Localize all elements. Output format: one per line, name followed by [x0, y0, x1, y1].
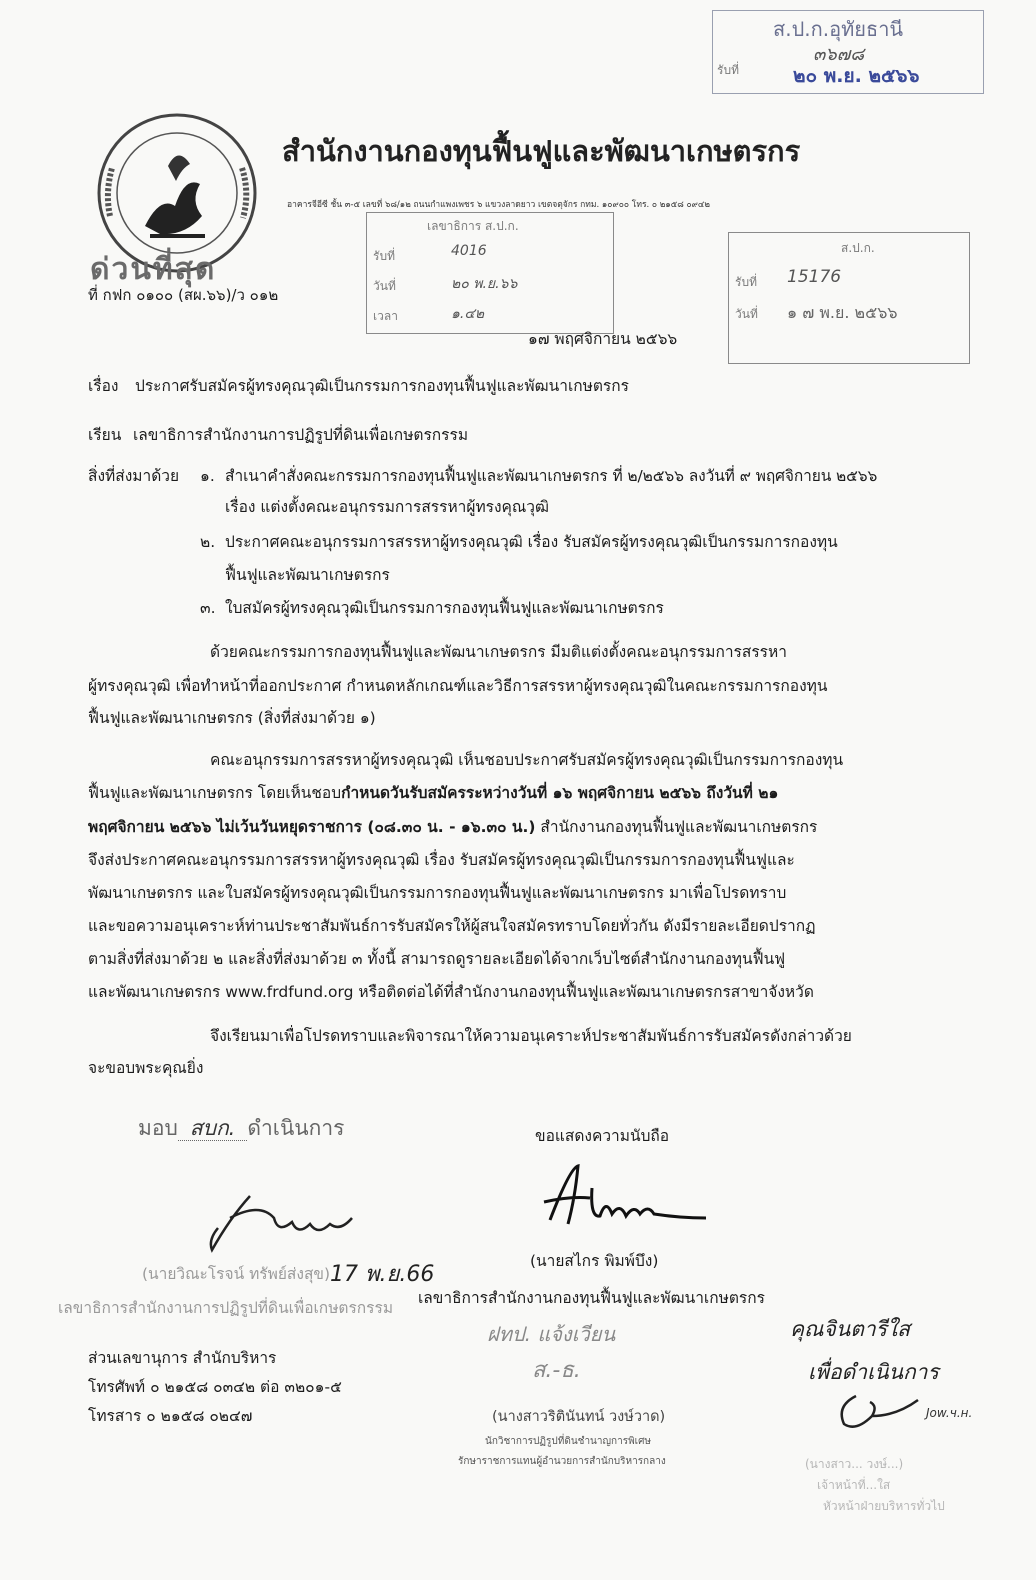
handwritten-note: คุณจินตารีใส [790, 1317, 910, 1341]
contact-fax: โทรสาร ๐ ๒๑๕๘ ๐๒๔๗ [88, 1407, 253, 1425]
stamp-receive-label: รับที่ [735, 275, 757, 289]
body-paragraph-2-line [88, 782, 778, 804]
enclosure-num: ๑. [200, 467, 215, 485]
stamp-receive-value: 4016 [451, 243, 487, 259]
handwritten-note: ส.-ธ. [532, 1358, 581, 1383]
recipient-text: เลขาธิการสำนักงานการปฏิรูปที่ดินเพื่อเกษตรกรรม [133, 426, 469, 444]
official-title: เลขาธิการสำนักงานการปฏิรูปที่ดินเพื่อเกษตรกรรม [58, 1299, 394, 1317]
body-paragraph-1-line: ผู้ทรงคุณวุฒิ เพื่อทำหน้าที่ออกประกาศ กำหนดหลักเกณฑ์และวิธีการสรรหาผู้ทรงคุณวุฒิในคณะกรรมการกองทุน [88, 677, 828, 695]
body-paragraph-3-line: จะขอบพระคุณยิ่ง [88, 1059, 204, 1077]
enclosure-num: ๓. [200, 599, 216, 617]
stamp-title: ส.ป.ก.อุทัยธานี [773, 17, 904, 41]
body-paragraph-2-line: และขอความอนุเคราะห์ท่านประชาสัมพันธ์การรับสมัครให้ผู้สนใจสมัครทราบโดยทั่วกัน ดังมีรายละเอียดปรากฏ [88, 917, 816, 935]
body-paragraph-2-line: จึงส่งประกาศคณะอนุกรรมการสรรหาผู้ทรงคุณวุฒิ เรื่อง รับสมัครผู้ทรงคุณวุฒิเป็นกรรมการกองทุนฟื้นฟูและ [88, 851, 795, 869]
enclosure-line: สำเนาคำสั่งคณะกรรมการกองทุนฟื้นฟูและพัฒนาเกษตรกร ที่ ๒/๒๕๖๖ ลงวันที่ ๙ พฤศจิกายน ๒๕๖๖ [225, 467, 878, 485]
body-paragraph-2-line [88, 816, 817, 838]
contact-unit: ส่วนเลขานุการ สำนักบริหาร [88, 1349, 277, 1367]
stamp-number: ๓๖๗๘ [813, 44, 865, 65]
assignment-suffix: ดำเนินการ [247, 1116, 345, 1140]
recipient-label: เรียน [88, 426, 122, 444]
document-number: ที่ กฟก ๐๑๐๐ (สผ.๖๖)/ว ๐๑๒ [88, 286, 279, 304]
assignment-note [138, 1112, 344, 1145]
body-paragraph-2-line: ตามสิ่งที่ส่งมาด้วย ๒ และสิ่งที่ส่งมาด้วย ๓ ทั้งนี้ สามารถดูรายละเอียดได้จากเว็บไซต์สำนักงานกองทุนฟื้นฟู [88, 950, 786, 968]
stamp-time-value: ๑.๔๒ [451, 306, 485, 322]
stamp-receive-label: รับที่ [717, 63, 739, 77]
stamp-receive-label: รับที่ [373, 249, 395, 263]
official-signature [190, 1188, 370, 1258]
right-initials-signature [826, 1386, 936, 1436]
handwritten-note: เพื่อดำเนินการ [808, 1360, 939, 1384]
signer-title: เลขาธิการสำนักงานกองทุนฟื้นฟูและพัฒนาเกษตรกร [418, 1289, 765, 1307]
alro-receipt-stamp [728, 232, 970, 364]
signer-name: (นายสไกร พิมพ์บึง) [530, 1252, 659, 1270]
stamp-time-label: เวลา [373, 309, 398, 323]
body-paragraph-1-line: ฟื้นฟูและพัฒนาเกษตรกร (สิ่งที่ส่งมาด้วย ๑) [88, 709, 376, 727]
enclosure-line: ฟื้นฟูและพัฒนาเกษตรกร [225, 566, 390, 584]
assignment-handwriting: สบก. [178, 1116, 248, 1141]
official-date-handwriting: 17 พ.ย.66 [330, 1262, 435, 1287]
official-name: (นายวิณะโรจน์ ทรัพย์ส่งสุข) [142, 1265, 331, 1283]
handwritten-initials: Jow.ч.н. [926, 1406, 973, 1420]
stamp-receive-value: 15176 [787, 267, 842, 287]
faded-text: (นางสาว... วงษ์...) [805, 1457, 904, 1471]
stamp-date-label: วันที่ [373, 279, 396, 293]
staff-title: รักษาราชการแทนผู้อำนวยการสำนักบริหารกลาง [458, 1456, 666, 1467]
stamp-title: เลขาธิการ ส.ป.ก. [427, 219, 519, 233]
letter-date: ๑๗ พฤศจิกายน ๒๕๖๖ [528, 330, 678, 348]
body-paragraph-3-line: จึงเรียนมาเพื่อโปรดทราบและพิจารณาให้ความอนุเคราะห์ประชาสัมพันธ์การรับสมัครดังกล่าวด้วย [210, 1027, 852, 1045]
staff-name: (นางสาวริตินันทน์ วงษ์วาด) [492, 1409, 666, 1425]
assignment-prefix: มอบ [138, 1116, 178, 1140]
stamp-title: ส.ป.ก. [841, 241, 875, 255]
enclosure-num: ๒. [200, 533, 216, 551]
body-paragraph-2-line: คณะอนุกรรมการสรรหาผู้ทรงคุณวุฒิ เห็นชอบประกาศรับสมัครผู้ทรงคุณวุฒิเป็นกรรมการกองทุน [210, 751, 844, 769]
closing-regards: ขอแสดงความนับถือ [535, 1127, 670, 1145]
org-title: สำนักงานกองทุนฟื้นฟูและพัฒนาเกษตรกร [282, 134, 801, 168]
urgent-stamp: ด่วนที่สุด [90, 252, 217, 287]
signer-signature [530, 1158, 710, 1238]
faded-text: หัวหน้าฝ่ายบริหารทั่วไป [823, 1499, 945, 1513]
org-address: อาคารจีอีซี ชั้น ๓-๕ เลขที่ ๖๘/๑๒ ถนนกำแพงเพชร ๖ แขวงลาดยาว เขตจตุจักร กทม. ๑๐๙๐๐ โทร. ๐ ๒๑๕๘ ๐๙๔๒ [287, 200, 710, 210]
body-paragraph-2-line: และพัฒนาเกษตรกร www.frdfund.org หรือติดต่อได้ที่สำนักงานกองทุนฟื้นฟูและพัฒนาเกษตรกรสาขาจังหวัด [88, 983, 814, 1001]
enclosure-line: เรื่อง แต่งตั้งคณะอนุกรรมการสรรหาผู้ทรงคุณวุฒิ [225, 498, 550, 516]
body-text: สำนักงานกองทุนฟื้นฟูและพัฒนาเกษตรกร [535, 818, 818, 836]
secretary-receipt-stamp [366, 212, 614, 334]
faded-text: เจ้าหน้าที่...ใส [817, 1478, 891, 1492]
enclosure-line: ประกาศคณะอนุกรรมการสรรหาผู้ทรงคุณวุฒิ เรื่อง รับสมัครผู้ทรงคุณวุฒิเป็นกรรมการกองทุน [225, 533, 838, 551]
stamp-date-label: วันที่ [735, 307, 758, 321]
stamp-date-value: ๒๐ พ.ย.๖๖ [451, 276, 518, 292]
staff-title: นักวิชาการปฏิรูปที่ดินชำนาญการพิเศษ [485, 1436, 652, 1447]
application-period-text: กำหนดวันรับสมัครระหว่างวันที่ ๑๖ พฤศจิกายน ๒๕๖๖ ถึงวันที่ ๒๑ [341, 784, 779, 802]
body-paragraph-1-line: ด้วยคณะกรรมการกองทุนฟื้นฟูและพัฒนาเกษตรกร มีมติแต่งตั้งคณะอนุกรรมการสรรหา [210, 643, 787, 661]
stamp-date-value: ๑ ๗ พ.ย. ๒๕๖๖ [787, 303, 898, 322]
enclosures-label: สิ่งที่ส่งมาด้วย [88, 467, 180, 485]
application-period-text: พฤศจิกายน ๒๕๖๖ ไม่เว้นวันหยุดราชการ (๐๘.๓๐ น. - ๑๖.๓๐ น.) [88, 818, 536, 836]
body-paragraph-2-line: พัฒนาเกษตรกร และใบสมัครผู้ทรงคุณวุฒิเป็นกรรมการกองทุนฟื้นฟูและพัฒนาเกษตรกร มาเพื่อโปรดทราบ [88, 884, 787, 902]
body-text: ฟื้นฟูและพัฒนาเกษตรกร โดยเห็นชอบ [88, 784, 342, 802]
enclosure-line: ใบสมัครผู้ทรงคุณวุฒิเป็นกรรมการกองทุนฟื้นฟูและพัฒนาเกษตรกร [225, 599, 664, 617]
stamp-date: ๒๐ พ.ย. ๒๕๖๖ [793, 65, 920, 87]
provincial-receipt-stamp [712, 10, 984, 94]
subject-text: ประกาศรับสมัครผู้ทรงคุณวุฒิเป็นกรรมการกองทุนฟื้นฟูและพัฒนาเกษตรกร [135, 377, 629, 395]
subject-label: เรื่อง [88, 377, 119, 395]
contact-phone: โทรศัพท์ ๐ ๒๑๕๘ ๐๓๔๒ ต่อ ๓๒๐๑-๕ [88, 1378, 342, 1396]
handwritten-note: ฝทป. แจ้งเวียน [487, 1322, 616, 1346]
